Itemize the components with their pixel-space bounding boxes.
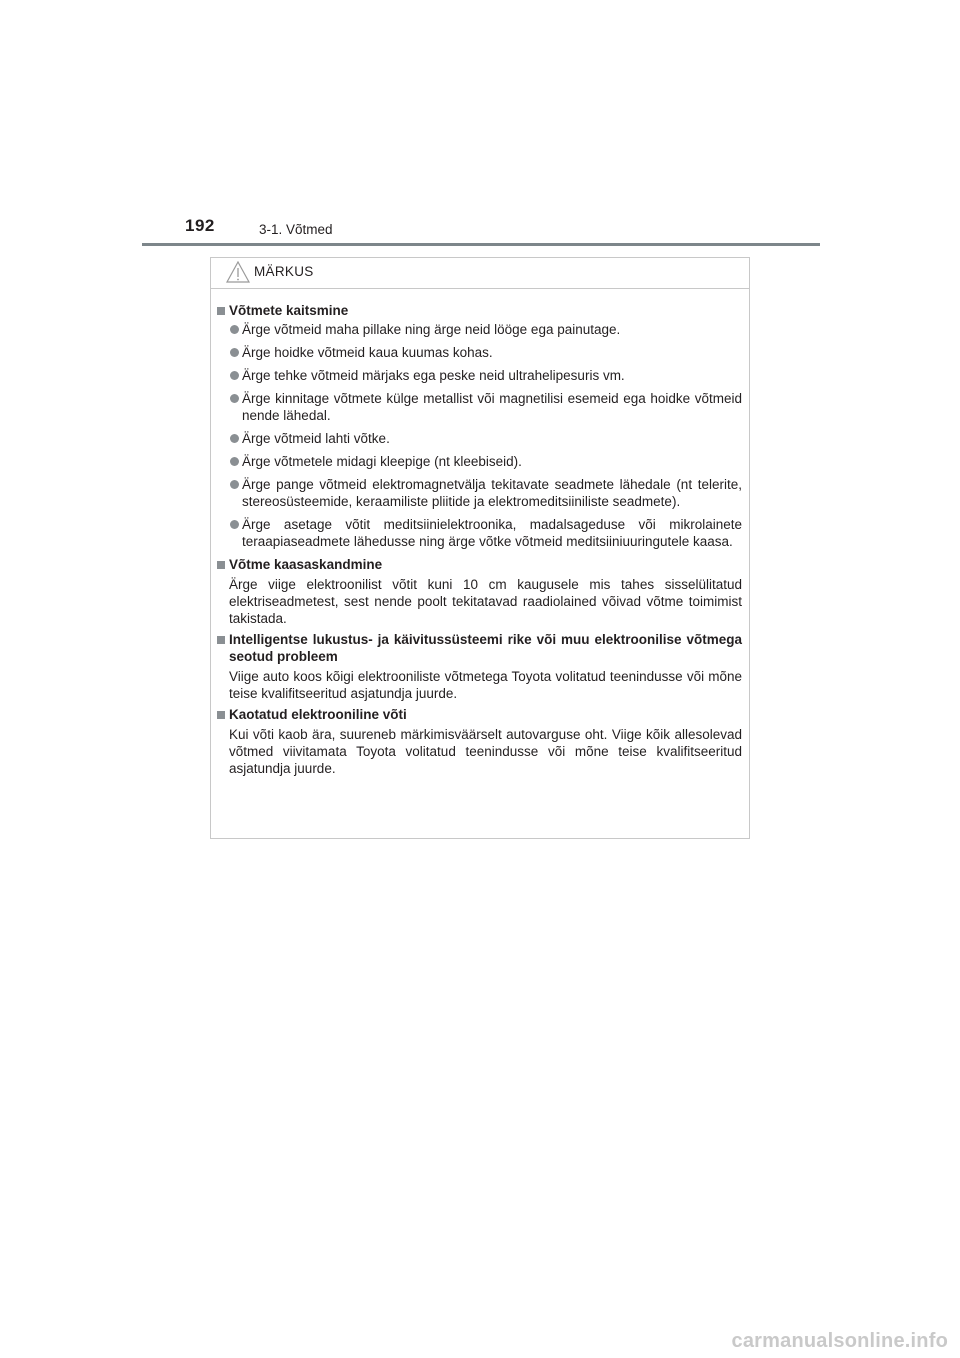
dot-bullet-icon: [230, 348, 239, 357]
bullet-list: [215, 321, 742, 550]
dot-bullet-icon: [230, 457, 239, 466]
header-rule: [142, 243, 820, 246]
section-paragraph: Ärge viige elektroonilist võtit kuni 10 cm kaugusele mis tahes sisselülitatud elektriseadmetest, sest nende poolt tekitatavad raadiolained võivad võtme toimimist takistada.: [229, 577, 742, 626]
list-item: Ärge võtmeid maha pillake ning ärge neid lööge ega painutage.: [215, 321, 742, 338]
section-key-carrying: [215, 556, 742, 627]
watermark: carmanualsonline.info: [731, 1330, 948, 1352]
list-item: Ärge tehke võtmeid märjaks ega peske neid ultrahelipesuris vm.: [215, 367, 742, 384]
dot-bullet-icon: [230, 520, 239, 529]
section-title-text: Intelligentse lukustus- ja käivitussüsteemi rike või muu elektroonilise võtmega seotud probleem: [229, 632, 742, 664]
notice-header: [211, 258, 749, 289]
notice-body: [211, 289, 749, 777]
section-title-text: Kaotatud elektrooniline võti: [229, 707, 407, 722]
page-number: 192: [185, 216, 215, 235]
notice-label: MÄRKUS: [254, 264, 314, 279]
list-item: Ärge võtmetele midagi kleepige (nt kleebiseid).: [215, 453, 742, 470]
list-item: Ärge võtmeid lahti võtke.: [215, 430, 742, 447]
section-title: 3-1. Võtmed: [259, 222, 333, 237]
dot-bullet-icon: [230, 394, 239, 403]
section-paragraph: Kui võti kaob ära, suureneb märkimisväärselt autovarguse oht. Viige kõik allesolevad võtmed viivitamata Toyota volitatud teenindusse või mõne teise kvalifitseeritud asjatundja juurde.: [229, 727, 742, 776]
list-item: Ärge pange võtmeid elektromagnetvälja tekitavate seadmete lähedale (nt telerite, stereosüsteemide, keraamiliste pliitide ja elektromeditsiiniliste seadmete).: [215, 476, 742, 510]
square-bullet-icon: [217, 307, 225, 315]
square-bullet-icon: [217, 561, 225, 569]
section-title-text: Võtme kaasaskandmine: [229, 557, 383, 572]
section-paragraph: Viige auto koos kõigi elektrooniliste võtmetega Toyota volitatud teenindusse või mõne teise kvalifitseeritud asjatundja juurde.: [229, 669, 742, 701]
dot-bullet-icon: [230, 371, 239, 380]
list-item: Ärge hoidke võtmeid kaua kuumas kohas.: [215, 344, 742, 361]
warning-icon: [226, 261, 250, 283]
section-lost-key: [215, 706, 742, 777]
notice-box: [210, 257, 750, 839]
list-item: Ärge kinnitage võtmete külge metallist või magnetilisi esemeid ega hoidke võtmeid nende lähedal.: [215, 390, 742, 424]
section-key-protection: [215, 302, 742, 550]
section-system-malfunction: [215, 631, 742, 702]
dot-bullet-icon: [230, 325, 239, 334]
list-item: Ärge asetage võtit meditsiinielektroonika, madalsageduse või mikrolainete teraapiaseadmete lähedusse ning ärge võtke võtmeid meditsiiniuuringutele kaasa.: [215, 516, 742, 550]
square-bullet-icon: [217, 636, 225, 644]
dot-bullet-icon: [230, 434, 239, 443]
section-title-text: Võtmete kaitsmine: [229, 303, 349, 318]
square-bullet-icon: [217, 711, 225, 719]
dot-bullet-icon: [230, 480, 239, 489]
